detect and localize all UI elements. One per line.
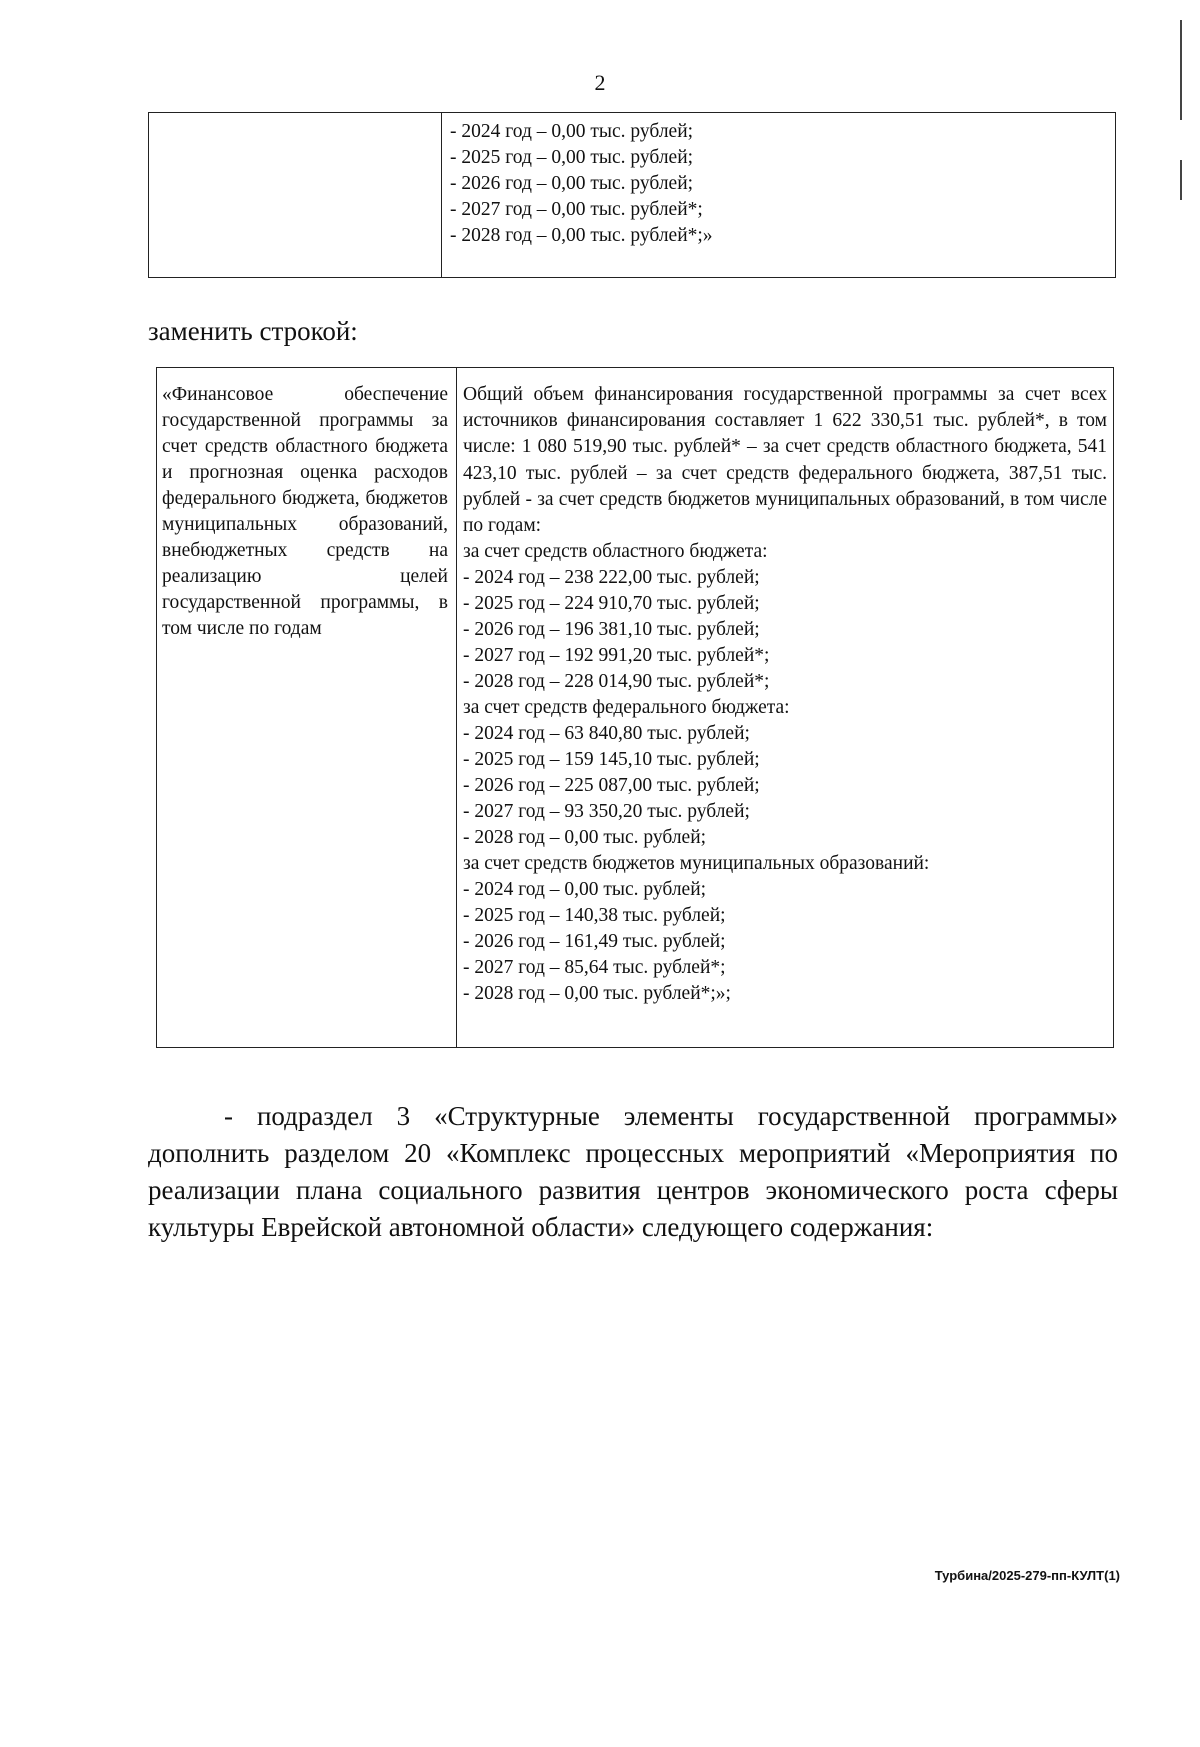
table-line: - 2028 год – 0,00 тыс. рублей*;»; (463, 983, 731, 1005)
table-line: за счет средств бюджетов муниципальных образований: (463, 853, 930, 875)
table-line: - 2025 год – 140,38 тыс. рублей; (463, 905, 726, 927)
table-line: - 2028 год – 0,00 тыс. рублей*;» (450, 225, 713, 246)
previous-table-fragment (148, 112, 1116, 278)
table-line: за счет средств федерального бюджета: (463, 697, 790, 719)
table-line: - 2026 год – 0,00 тыс. рублей; (450, 173, 694, 194)
table-line: - 2028 год – 0,00 тыс. рублей; (463, 827, 707, 849)
table-line: - 2025 год – 0,00 тыс. рублей; (450, 147, 694, 168)
financing-row-title: «Финансовое обеспечение государственной программы за счет средств областного бюджета и прогнозная оценка расходов федерального бюджета, бюджетов муниципальных образований, внебюджетных средств на реализацию целей государственной программы, в том числе по годам (162, 384, 448, 639)
financing-total-text: Общий объем финансирования государственной программы за счет всех источников финансирования составляет 1 622 330,51 тыс. рублей*, в том числе: 1 080 519,90 тыс. рублей* – за счет средств областного бюджета, 541 423,10 тыс. рублей – за счет средств федерального бюджета, 387,51 тыс. рублей - за счет средств бюджетов муниципальных образований, в том числе по годам: (463, 384, 1107, 537)
table-line: - 2026 год – 225 087,00 тыс. рублей; (463, 775, 760, 797)
replace-caption: заменить строкой: (148, 316, 358, 346)
previous-table-left-cell (149, 113, 442, 278)
table-line: - 2024 год – 238 222,00 тыс. рублей; (463, 567, 760, 589)
table-line: за счет средств областного бюджета: (463, 541, 768, 563)
table-line: - 2026 год – 161,49 тыс. рублей; (463, 931, 726, 953)
table-line: - 2025 год – 159 145,10 тыс. рублей; (463, 749, 760, 771)
previous-table-right-cell (442, 113, 1116, 278)
replacement-table (156, 367, 1114, 1048)
table-line: - 2027 год – 85,64 тыс. рублей*; (463, 957, 726, 979)
table-line: - 2024 год – 0,00 тыс. рублей; (463, 879, 707, 901)
scan-edge-mark (1180, 160, 1182, 200)
table-line: - 2026 год – 196 381,10 тыс. рублей; (463, 619, 760, 641)
table-line: - 2024 год – 0,00 тыс. рублей; (450, 121, 694, 142)
table-line: - 2024 год – 63 840,80 тыс. рублей; (463, 723, 750, 745)
document-code: Турбина/2025-279-пп-КУЛТ(1) (934, 1568, 1120, 1583)
replacement-table-right-cell (457, 368, 1114, 1048)
page-number: 2 (594, 70, 606, 95)
table-line: - 2027 год – 192 991,20 тыс. рублей*; (463, 645, 770, 667)
amendment-paragraph: - подраздел 3 «Структурные элементы государственной программы» дополнить разделом 20 «Комплекс процессных мероприятий «Мероприятия по реализации плана социального развития центров экономического роста сферы культуры Еврейской автономной области» следующего содержания: (148, 1101, 1118, 1242)
table-line: - 2027 год – 0,00 тыс. рублей*; (450, 199, 703, 220)
table-line: - 2027 год – 93 350,20 тыс. рублей; (463, 801, 750, 823)
scan-edge-mark (1180, 20, 1182, 120)
replacement-table-left-cell (157, 368, 457, 1048)
table-line: - 2025 год – 224 910,70 тыс. рублей; (463, 593, 760, 615)
table-line: - 2028 год – 228 014,90 тыс. рублей*; (463, 671, 770, 693)
